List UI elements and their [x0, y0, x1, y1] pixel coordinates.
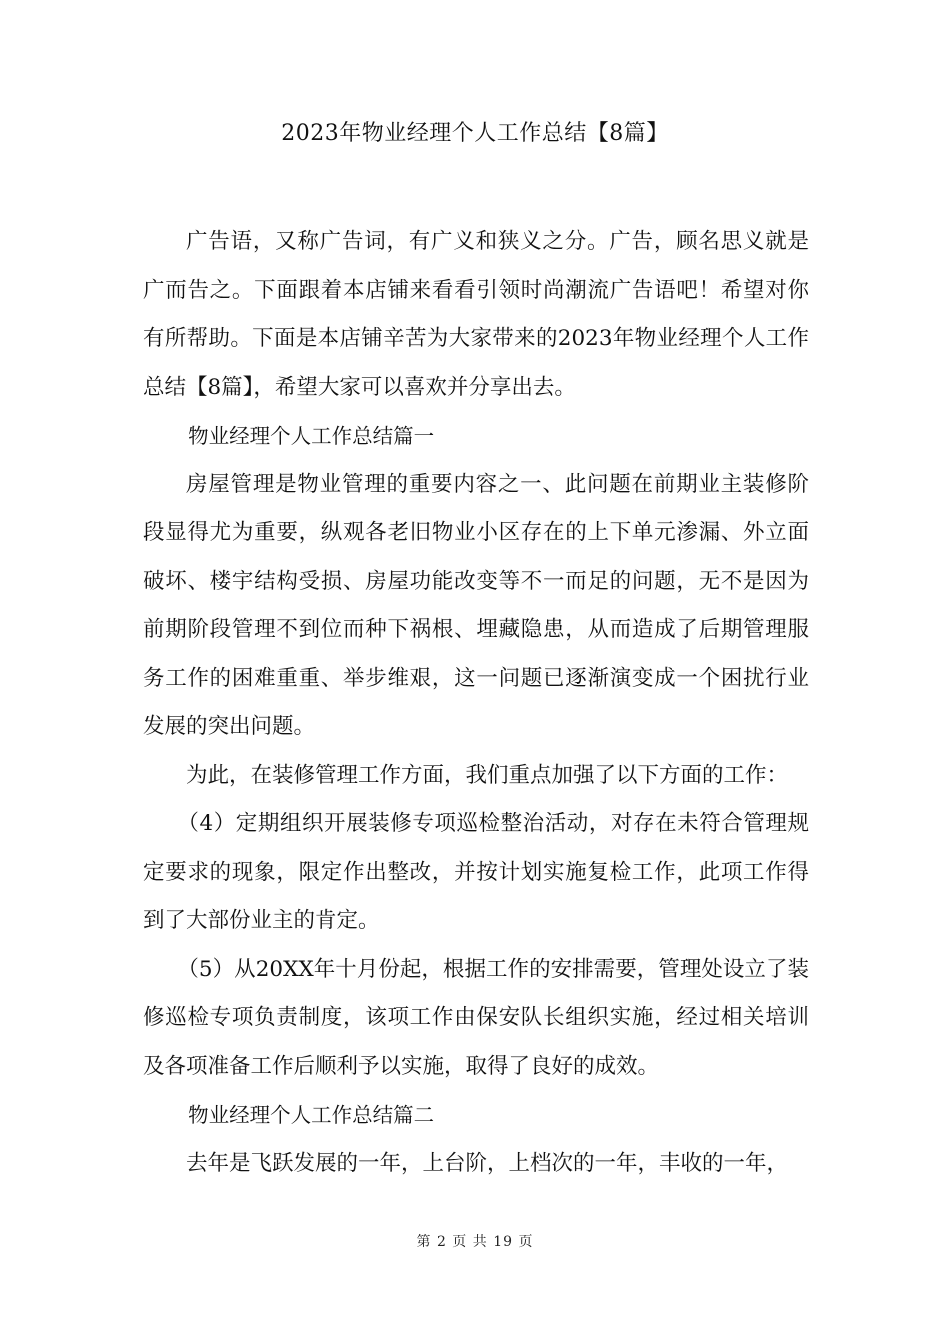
section1-paragraph-2: 为此，在装修管理工作方面，我们重点加强了以下方面的工作：: [186, 762, 789, 788]
section2-paragraph-1: 去年是飞跃发展的一年，上台阶，上档次的一年，丰收的一年，: [186, 1150, 789, 1176]
intro-paragraph: 广告语，又称广告词，有广义和狭义之分。广告，顾名思义就是广而告之。下面跟着本店铺来看看引领时尚潮流广告语吧！希望对你有所帮助。下面是本店铺辛苦为大家带来的2023年物业经理个人工作总结【8篇】，希望大家可以喜欢并分享出去。: [143, 229, 809, 400]
page-number-footer: 第 2 页 共 19 页: [416, 1234, 534, 1250]
section-heading-1: 物业经理个人工作总结篇一: [188, 424, 435, 448]
section1-list-item-4: （4）定期组织开展装修专项巡检整治活动，对存在未符合管理规定要求的现象，限定作出整改，并按计划实施复检工作，此项工作得到了大部份业主的肯定。: [143, 811, 809, 933]
section1-paragraph-1: 房屋管理是物业管理的重要内容之一、此问题在前期业主装修阶段显得尤为重要，纵观各老旧物业小区存在的上下单元渗漏、外立面破坏、楼宇结构受损、房屋功能改变等不一而足的问题，无不是因为前期阶段管理不到位而种下祸根、埋藏隐患，从而造成了后期管理服务工作的困难重重、举步维艰，这一问题已逐渐演变成一个困扰行业发展的突出问题。: [143, 471, 809, 739]
document-body: [143, 218, 809, 1188]
section1-list-item-5: （5）从20XX年十月份起，根据工作的安排需要，管理处设立了装修巡检专项负责制度，该项工作由保安队长组织实施，经过相关培训及各项准备工作后顺利予以实施，取得了良好的成效。: [143, 956, 809, 1079]
section-heading-2: 物业经理个人工作总结篇二: [188, 1103, 435, 1127]
document-title: 2023年物业经理个人工作总结【8篇】: [281, 121, 669, 146]
